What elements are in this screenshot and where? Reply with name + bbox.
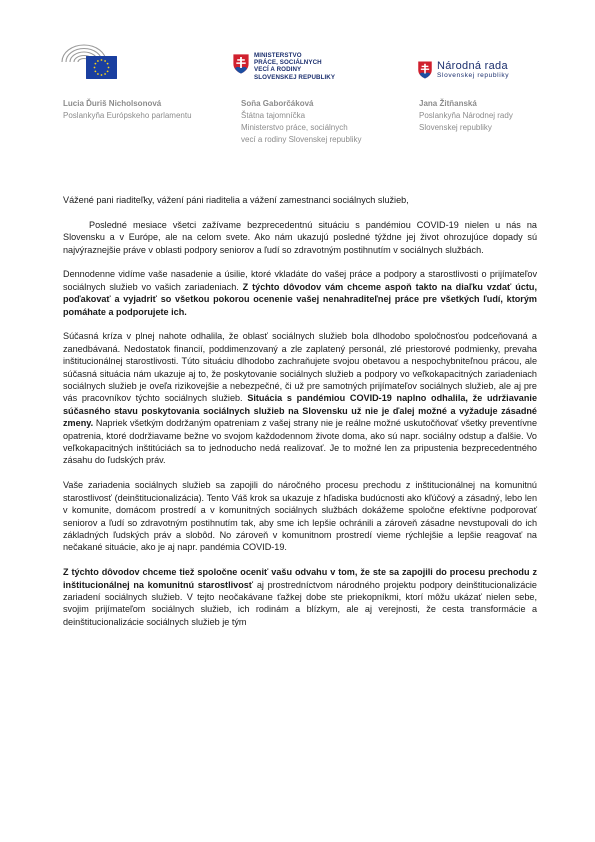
signatory-name: Lucia Ďuriš Nicholsonová bbox=[63, 99, 162, 108]
ministry-logo-line: PRÁCE, SOCIÁLNYCH bbox=[254, 59, 322, 67]
slovak-coat-of-arms-icon bbox=[417, 60, 433, 80]
signatory-name: Jana Žitňanská bbox=[419, 99, 477, 108]
signatory-name: Soňa Gaborčáková bbox=[241, 99, 314, 108]
national-council-logo-line-2: Slovenskej republiky bbox=[437, 72, 510, 79]
paragraph-5-bold: Z týchto dôvodov chceme tiež spoločne oceniť vašu odvahu v tom, že ste sa zapojili do procesu prechodu z inštitucionálnej na komunitnú starostlivosť bbox=[63, 567, 537, 590]
ministry-logo-line: SLOVENSKEJ REPUBLIKY bbox=[254, 73, 336, 81]
signatory-role: Slovenskej republiky bbox=[419, 123, 492, 132]
signatory-block bbox=[419, 98, 559, 134]
national-council-logo bbox=[417, 60, 547, 82]
ministry-logo-line: VECÍ A RODINY bbox=[254, 66, 302, 74]
signatory-role: vecí a rodiny Slovenskej republiky bbox=[241, 135, 362, 144]
paragraph-2 bbox=[63, 268, 537, 318]
paragraph-2-text: Dennodenne vidíme vaše nasadenie a úsilie, ktoré vkladáte do vašej práce a podpory a starostlivosti o prijímateľov sociálnych služieb vo vašich zariadeniach. bbox=[63, 269, 537, 292]
paragraph-5-text: aj prostredníctvom národného projektu podpory deinštitucionalizácie zariadení sociálnych služieb. V tejto neočakávane ťažkej dobe ste priekopníkmi, ktorí môžu ukázať nielen sebe, svojim prijímateľom sociálnych služieb, ich rodinám a blízkym, ale aj verejnosti, že cesta transformácie a deinštitucionalizácie sociálnych služieb je tým bbox=[63, 579, 537, 627]
paragraph-5 bbox=[63, 566, 537, 628]
signatory-role: Ministerstvo práce, sociálnych bbox=[241, 123, 348, 132]
paragraph-3-bold: Situácia s pandémiou COVID-19 naplno odhalila, že udržiavanie súčasného stavu poskytovania sociálnych služieb na Slovensku už nie je ďalej možné a vyžaduje zásadné zmeny. bbox=[63, 393, 538, 429]
paragraph-3-text: Súčasná kríza v plnej nahote odhalila, že oblasť sociálnych služieb bola dlhodobo spoločnosťou podceňovaná a zanedbávaná. Nedostatok financií, poddimenzovaný a zle zaplatený personál, zlé priestorové podmienky, prevaha inštitucionálnej starostlivosti. Túto situáciu dlhodobo zachraňujete svojou obetavou a nespochybniteľnou prácou, ale súčasná situácia nám ukazuje aj to, že poskytovanie sociálnych služieb a podpory vo veľkokapacitných zariadeniach sociálnych služieb je oveľa rizikovejšie a nebezpečné, či už pre samotných prijímateľov sociálnych služieb, ale aj pre vás pracovníkov týchto sociálnych služieb. bbox=[63, 331, 537, 404]
signatory-block bbox=[63, 98, 233, 122]
national-council-logo-text bbox=[437, 60, 509, 80]
paragraph-1: Posledné mesiace všetci zažívame bezprecedentnú situáciu s pandémiou COVID-19 nielen u nás na Slovensku a v Európe, ale na celom svete. Ako nám ukazujú posledné týždne jej život ohrozujúce dopady sú najvýraznejšie práve v oblasti podpory seniorov a ľudí so zdravotným postihnutím v sociálnych službách. bbox=[63, 219, 537, 255]
european-parliament-logo bbox=[60, 42, 118, 80]
national-council-logo-line-1: Národná rada bbox=[437, 60, 508, 72]
paragraph-4: Vaše zariadenia sociálnych služieb sa zapojili do náročného procesu prechodu z inštitucionálnej na komunitnú starostlivosť (deinštitucionalizácia). Tento Váš krok sa ukazuje z hľadiska budúcnosti ako kľúčový a zásadný, lebo len v komunite, domácom prostredí a v komunitných sociálnych službách dokážeme spoločne efektívne podporovať seniorov a ľudí so zdravotným postihnutím tak, aby sme ich lepšie ochránili a zároveň zásadne nevstupovali do ich základných ľudských práv a slobôd. No zároveň v komunitnom prostredí vieme rýchlejšie a lepšie reagovať na nečakané situácie, ako je aj napr. pandémia COVID-19. bbox=[63, 480, 537, 553]
signatory-role: Poslankyňa Národnej rady bbox=[419, 111, 513, 120]
paragraph-3 bbox=[63, 330, 537, 466]
paragraph-2-bold: Z týchto dôvodov vám chceme aspoň takto na diaľku vzdať úctu, poďakovať a vyjadriť so všetkou pokorou ocenenie vašej nenahraditeľnej práce pre všetkých ľudí, ktorým pomáhate a podporujete ich. bbox=[63, 281, 537, 317]
ministry-logo bbox=[232, 52, 382, 96]
signatory-block bbox=[241, 98, 411, 146]
ministry-logo-text bbox=[254, 52, 335, 81]
paragraph-3-text-end: Napriek všetkým dodržaným opatreniam z vašej strany nie je reálne možné uskutočňovať všetky preventívne opatrenia, ktoré dodržiavame bežne vo svojom každodennom živote doma, ako sú napr. sociálny odstup a ďalšie. Vo veľkokapacitných inštitúciách sa to jednoducho nedá realizovať. Je to možné len za pripustenia bezprecedentného zásahu do ľudských práv. bbox=[63, 418, 537, 466]
letter-body bbox=[63, 194, 537, 641]
signatory-role: Poslankyňa Európskeho parlamentu bbox=[63, 111, 192, 120]
european-parliament-emblem-icon bbox=[60, 42, 118, 80]
salutation: Vážené pani riaditeľky, vážení páni riaditelia a vážení zamestnanci sociálnych služieb, bbox=[63, 195, 409, 205]
slovak-coat-of-arms-icon bbox=[232, 53, 250, 75]
ministry-logo-line: MINISTERSTVO bbox=[254, 52, 302, 59]
signatory-role: Štátna tajomníčka bbox=[241, 111, 306, 120]
